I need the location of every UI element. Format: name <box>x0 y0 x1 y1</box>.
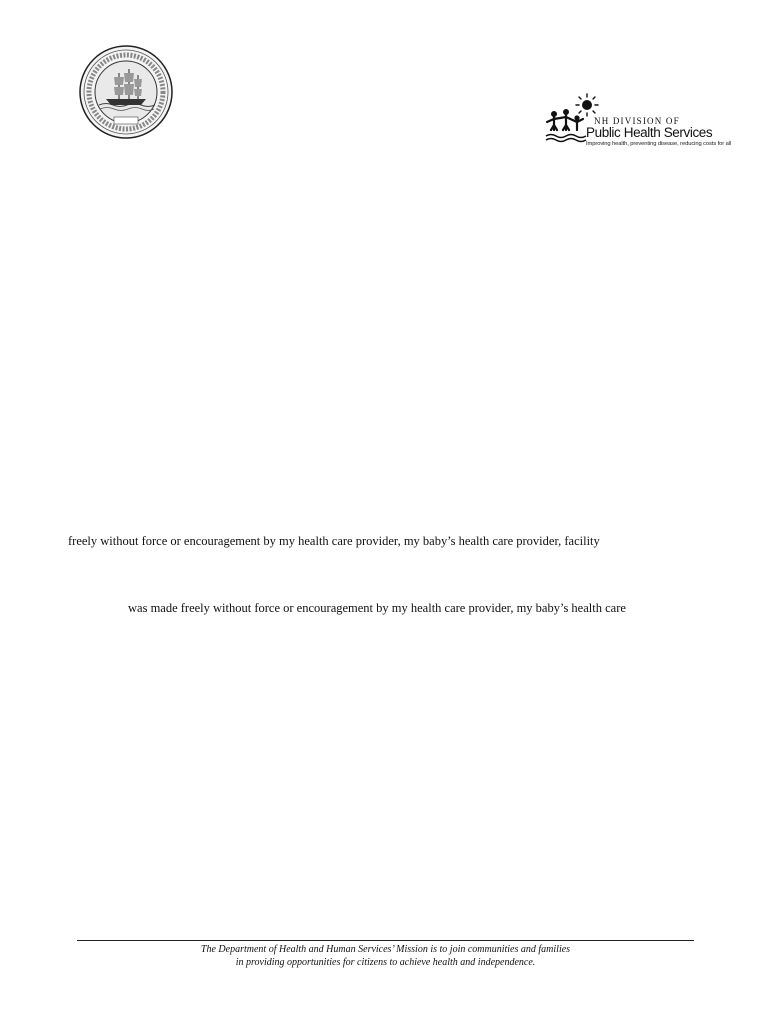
state-seal-icon <box>79 45 173 139</box>
logo-org-name: Public Health Services <box>586 125 713 140</box>
logo-division-text: NH DIVISION OF <box>594 116 680 126</box>
public-health-services-logo <box>544 92 744 152</box>
mission-line: The Department of Health and Human Services’ Mission is to join communities and families <box>200 944 571 955</box>
mission-statement <box>77 943 694 969</box>
body-text-line: was made freely without force or encouragement by my health care provider, my baby’s health care <box>128 601 626 615</box>
body-text-line: freely without force or encouragement by my health care provider, my baby’s health care provider, facility <box>68 534 600 548</box>
logo-tagline: Improving health, preventing disease, reducing costs for all <box>586 141 732 147</box>
footer-divider <box>77 940 694 941</box>
mission-line: in providing opportunities for citizens to achieve health and independence. <box>235 957 536 968</box>
